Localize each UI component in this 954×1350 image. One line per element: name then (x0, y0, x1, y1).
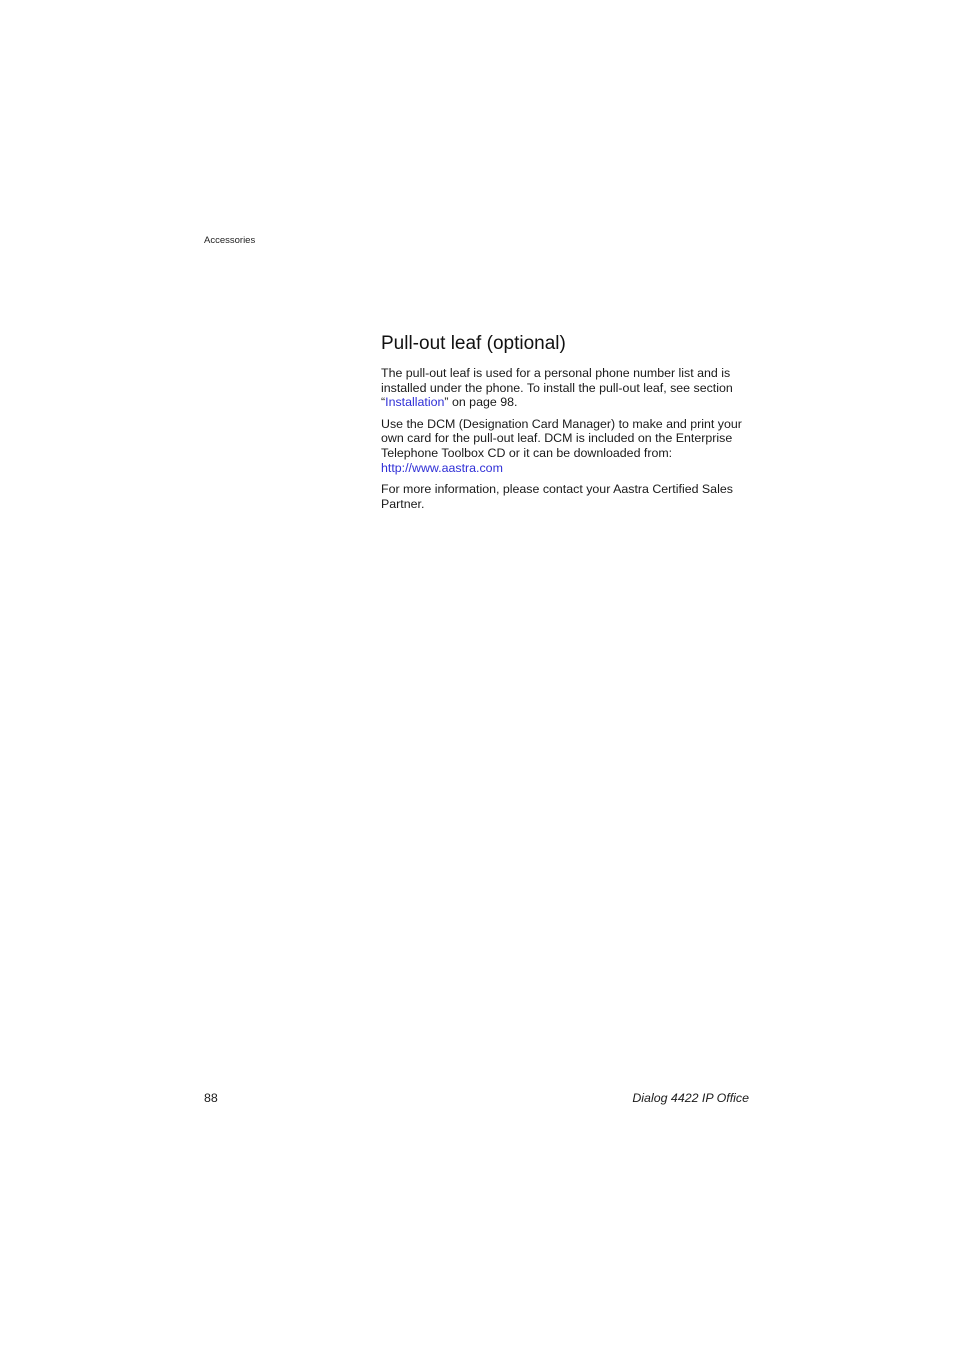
paragraph-dcm-text: Use the DCM (Designation Card Manager) to make and print your own card for the pull-out leaf. DCM is included on the Enterprise Telephone Toolbox CD or it can be downloaded from: (381, 416, 742, 460)
running-header: Accessories (204, 235, 256, 246)
paragraph-intro (381, 366, 753, 410)
page-number: 88 (204, 1091, 218, 1105)
paragraph-intro-text-before: The pull-out leaf is used for a personal phone number list and is installed under the phone. To install the pull-out leaf, see section “ (381, 366, 733, 410)
paragraph-intro-text-after: ” on page 98. (444, 395, 518, 410)
paragraph-contact-text: For more information, please contact your Aastra Certified Sales Partner. (381, 482, 733, 511)
product-name: Dialog 4422 IP Office (632, 1091, 749, 1105)
paragraph-contact (381, 482, 753, 511)
page-title: Pull-out leaf (optional) (381, 333, 566, 354)
installation-link[interactable]: Installation (385, 395, 445, 410)
aastra-website-link[interactable]: http://www.aastra.com (381, 460, 503, 475)
paragraph-dcm (381, 417, 753, 475)
main-content (381, 332, 753, 518)
